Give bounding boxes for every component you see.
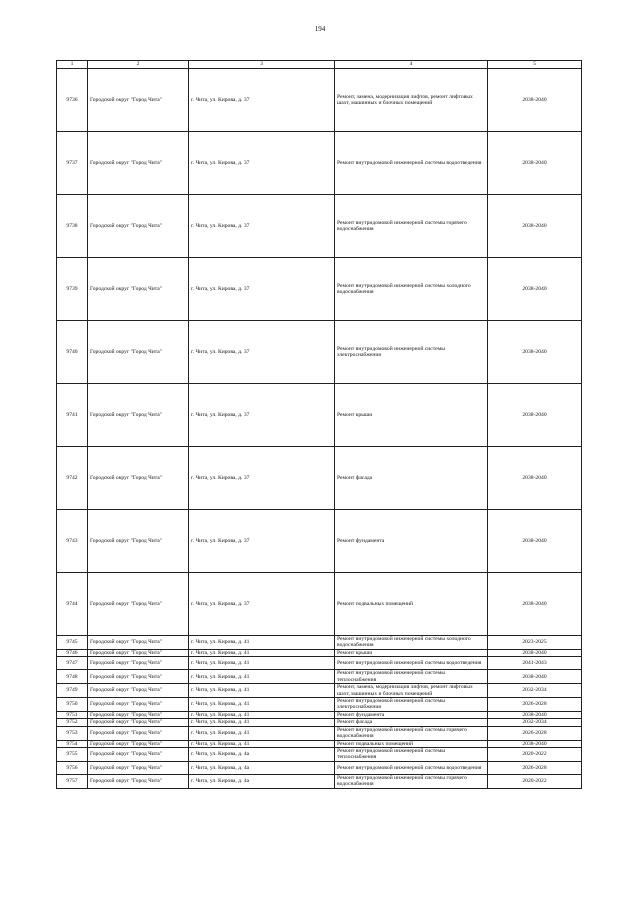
address-cell: г. Чита, ул. Кирова, д. 37 bbox=[189, 195, 335, 258]
table-row bbox=[57, 697, 582, 711]
table-row bbox=[57, 132, 582, 195]
period-cell: 2038-2040 bbox=[488, 573, 582, 636]
period-cell: 2038-2040 bbox=[488, 711, 582, 719]
period-cell: 2026-2028 bbox=[488, 726, 582, 740]
column-header-3: 3 bbox=[189, 61, 335, 69]
address-cell: г. Чита, ул. Кирова, д. 41 bbox=[189, 719, 335, 727]
table-row bbox=[57, 573, 582, 636]
row-number-cell: 9752 bbox=[57, 719, 88, 727]
period-cell: 2038-2040 bbox=[488, 258, 582, 321]
row-number-cell: 9740 bbox=[57, 321, 88, 384]
table-row bbox=[57, 711, 582, 719]
capital-repair-table bbox=[56, 60, 582, 789]
row-number-cell: 9739 bbox=[57, 258, 88, 321]
municipality-cell: Городской округ "Город Чита" bbox=[88, 761, 189, 774]
municipality-cell: Городской округ "Город Чита" bbox=[88, 719, 189, 727]
municipality-cell: Городской округ "Город Чита" bbox=[88, 657, 189, 670]
row-number-cell: 9743 bbox=[57, 510, 88, 573]
municipality-cell: Городской округ "Город Чита" bbox=[88, 636, 189, 650]
period-cell: 2038-2040 bbox=[488, 447, 582, 510]
period-cell: 2038-2040 bbox=[488, 649, 582, 657]
municipality-cell: Городской округ "Город Чита" bbox=[88, 711, 189, 719]
page-number: 194 bbox=[314, 25, 326, 33]
address-cell: г. Чита, ул. Кирова, д. 41 bbox=[189, 670, 335, 684]
municipality-cell: Городской округ "Город Чита" bbox=[88, 740, 189, 748]
period-cell: 2023-2025 bbox=[488, 636, 582, 650]
row-number-cell: 9749 bbox=[57, 684, 88, 698]
address-cell: г. Чита, ул. Кирова, д. 37 bbox=[189, 132, 335, 195]
row-number-cell: 9744 bbox=[57, 573, 88, 636]
period-cell: 2038-2040 bbox=[488, 69, 582, 132]
period-cell: 2038-2040 bbox=[488, 132, 582, 195]
row-number-cell: 9753 bbox=[57, 726, 88, 740]
column-header-1: 1 bbox=[57, 61, 88, 69]
row-number-cell: 9742 bbox=[57, 447, 88, 510]
work-type-cell: Ремонт внутридомовой инженерной системы горячего водоснабжения bbox=[335, 774, 488, 788]
period-cell: 2038-2040 bbox=[488, 384, 582, 447]
address-cell: г. Чита, ул. Кирова, д. 37 bbox=[189, 321, 335, 384]
work-type-cell: Ремонт внутридомовой инженерной системы водоотведения bbox=[335, 132, 488, 195]
address-cell: г. Чита, ул. Кирова, д. 37 bbox=[189, 573, 335, 636]
period-cell: 2020-2022 bbox=[488, 748, 582, 762]
address-cell: г. Чита, ул. Кирова, д. 41 bbox=[189, 636, 335, 650]
work-type-cell: Ремонт подвальных помещений bbox=[335, 740, 488, 748]
period-cell: 2038-2040 bbox=[488, 195, 582, 258]
table-row bbox=[57, 748, 582, 762]
table-row bbox=[57, 740, 582, 748]
row-number-cell: 9738 bbox=[57, 195, 88, 258]
row-number-cell: 9736 bbox=[57, 69, 88, 132]
municipality-cell: Городской округ "Город Чита" bbox=[88, 649, 189, 657]
municipality-cell: Городской округ "Город Чита" bbox=[88, 384, 189, 447]
work-type-cell: Ремонт внутридомовой инженерной системы водоотведения bbox=[335, 761, 488, 774]
column-number-row bbox=[57, 61, 582, 69]
row-number-cell: 9751 bbox=[57, 711, 88, 719]
period-cell: 2038-2040 bbox=[488, 670, 582, 684]
table-row bbox=[57, 636, 582, 650]
work-type-cell: Ремонт внутридомовой инженерной системы теплоснабжения bbox=[335, 748, 488, 762]
work-type-cell: Ремонт крыши bbox=[335, 649, 488, 657]
work-type-cell: Ремонт внутридомовой инженерной системы теплоснабжения bbox=[335, 670, 488, 684]
period-cell: 2032-2034 bbox=[488, 684, 582, 698]
work-type-cell: Ремонт фасада bbox=[335, 447, 488, 510]
work-type-cell: Ремонт фундамента bbox=[335, 711, 488, 719]
municipality-cell: Городской округ "Город Чита" bbox=[88, 726, 189, 740]
column-header-4: 4 bbox=[335, 61, 488, 69]
table-row bbox=[57, 657, 582, 670]
municipality-cell: Городской округ "Город Чита" bbox=[88, 684, 189, 698]
work-type-cell: Ремонт крыши bbox=[335, 384, 488, 447]
address-cell: г. Чита, ул. Кирова, д. 41 bbox=[189, 684, 335, 698]
municipality-cell: Городской округ "Город Чита" bbox=[88, 573, 189, 636]
row-number-cell: 9745 bbox=[57, 636, 88, 650]
municipality-cell: Городской округ "Город Чита" bbox=[88, 321, 189, 384]
address-cell: г. Чита, ул. Кирова, д. 4а bbox=[189, 774, 335, 788]
period-cell: 2032-2034 bbox=[488, 719, 582, 727]
address-cell: г. Чита, ул. Кирова, д. 37 bbox=[189, 384, 335, 447]
row-number-cell: 9746 bbox=[57, 649, 88, 657]
address-cell: г. Чита, ул. Кирова, д. 41 bbox=[189, 657, 335, 670]
municipality-cell: Городской округ "Город Чита" bbox=[88, 697, 189, 711]
work-type-cell: Ремонт фасада bbox=[335, 719, 488, 727]
municipality-cell: Городской округ "Город Чита" bbox=[88, 258, 189, 321]
address-cell: г. Чита, ул. Кирова, д. 41 bbox=[189, 711, 335, 719]
work-type-cell: Ремонт внутридомовой инженерной системы горячего водоснабжения bbox=[335, 726, 488, 740]
table-row bbox=[57, 719, 582, 727]
period-cell: 2038-2040 bbox=[488, 740, 582, 748]
municipality-cell: Городской округ "Город Чита" bbox=[88, 670, 189, 684]
address-cell: г. Чита, ул. Кирова, д. 41 bbox=[189, 726, 335, 740]
period-cell: 2038-2040 bbox=[488, 510, 582, 573]
row-number-cell: 9756 bbox=[57, 761, 88, 774]
row-number-cell: 9757 bbox=[57, 774, 88, 788]
table-row bbox=[57, 258, 582, 321]
table-row bbox=[57, 726, 582, 740]
row-number-cell: 9755 bbox=[57, 748, 88, 762]
work-type-cell: Ремонт фундамента bbox=[335, 510, 488, 573]
municipality-cell: Городской округ "Город Чита" bbox=[88, 195, 189, 258]
row-number-cell: 9748 bbox=[57, 670, 88, 684]
work-type-cell: Ремонт внутридомовой инженерной системы холодного водоснабжения bbox=[335, 636, 488, 650]
address-cell: г. Чита, ул. Кирова, д. 37 bbox=[189, 69, 335, 132]
row-number-cell: 9747 bbox=[57, 657, 88, 670]
municipality-cell: Городской округ "Город Чита" bbox=[88, 510, 189, 573]
table-row bbox=[57, 510, 582, 573]
address-cell: г. Чита, ул. Кирова, д. 41 bbox=[189, 697, 335, 711]
work-type-cell: Ремонт внутридомовой инженерной системы водоотведения bbox=[335, 657, 488, 670]
table-row bbox=[57, 649, 582, 657]
period-cell: 2020-2022 bbox=[488, 774, 582, 788]
table-row bbox=[57, 384, 582, 447]
work-type-cell: Ремонт внутридомовой инженерной системы горячего водоснабжения bbox=[335, 195, 488, 258]
work-type-cell: Ремонт, замена, модернизация лифтов, ремонт лифтовых шахт, машинных и блочных помещений bbox=[335, 69, 488, 132]
table-row bbox=[57, 447, 582, 510]
work-type-cell: Ремонт внутридомовой инженерной системы холодного водоснабжения bbox=[335, 258, 488, 321]
row-number-cell: 9737 bbox=[57, 132, 88, 195]
table-row bbox=[57, 195, 582, 258]
address-cell: г. Чита, ул. Кирова, д. 41 bbox=[189, 649, 335, 657]
table-row bbox=[57, 761, 582, 774]
column-header-2: 2 bbox=[88, 61, 189, 69]
period-cell: 2041-2043 bbox=[488, 657, 582, 670]
municipality-cell: Городской округ "Город Чита" bbox=[88, 132, 189, 195]
address-cell: г. Чита, ул. Кирова, д. 4а bbox=[189, 761, 335, 774]
period-cell: 2026-2028 bbox=[488, 697, 582, 711]
row-number-cell: 9754 bbox=[57, 740, 88, 748]
address-cell: г. Чита, ул. Кирова, д. 37 bbox=[189, 258, 335, 321]
row-number-cell: 9741 bbox=[57, 384, 88, 447]
table-body bbox=[57, 69, 582, 789]
municipality-cell: Городской округ "Город Чита" bbox=[88, 748, 189, 762]
address-cell: г. Чита, ул. Кирова, д. 4а bbox=[189, 748, 335, 762]
column-header-5: 5 bbox=[488, 61, 582, 69]
table-row bbox=[57, 69, 582, 132]
table-row bbox=[57, 774, 582, 788]
work-type-cell: Ремонт, замена, модернизация лифтов, ремонт лифтовых шахт, машинных и блочных помещений bbox=[335, 684, 488, 698]
address-cell: г. Чита, ул. Кирова, д. 41 bbox=[189, 740, 335, 748]
address-cell: г. Чита, ул. Кирова, д. 37 bbox=[189, 447, 335, 510]
row-number-cell: 9750 bbox=[57, 697, 88, 711]
table-row bbox=[57, 321, 582, 384]
work-type-cell: Ремонт внутридомовой инженерной системы электроснабжения bbox=[335, 321, 488, 384]
municipality-cell: Городской округ "Город Чита" bbox=[88, 447, 189, 510]
period-cell: 2038-2040 bbox=[488, 321, 582, 384]
work-type-cell: Ремонт внутридомовой инженерной системы электроснабжения bbox=[335, 697, 488, 711]
table-row bbox=[57, 684, 582, 698]
work-type-cell: Ремонт подвальных помещений bbox=[335, 573, 488, 636]
municipality-cell: Городской округ "Город Чита" bbox=[88, 69, 189, 132]
address-cell: г. Чита, ул. Кирова, д. 37 bbox=[189, 510, 335, 573]
municipality-cell: Городской округ "Город Чита" bbox=[88, 774, 189, 788]
period-cell: 2026-2028 bbox=[488, 761, 582, 774]
table-row bbox=[57, 670, 582, 684]
